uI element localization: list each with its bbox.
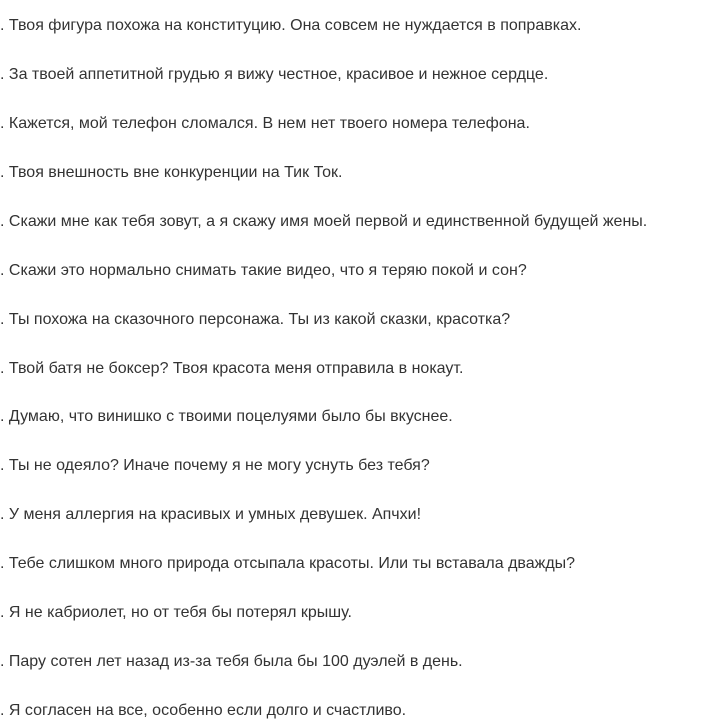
list-item — [0, 161, 342, 185]
list-item-text: Думаю, что винишко с твоими поцелуями было бы вкуснее. — [8, 408, 453, 425]
list-item-text: Твой батя не боксер? Твоя красота меня отправила в нокаут. — [8, 360, 464, 377]
list-marker: . — [0, 653, 5, 670]
list-marker: . — [0, 17, 5, 34]
list-marker: . — [0, 555, 5, 572]
list-item — [0, 650, 463, 674]
list-item — [0, 357, 463, 381]
list-item-text: Ты не одеяло? Иначе почему я не могу уснуть без тебя? — [8, 457, 430, 474]
list-item — [0, 259, 527, 283]
list-marker: . — [0, 360, 5, 377]
list-item — [0, 63, 548, 87]
list-marker: . — [0, 66, 5, 83]
list-item-text: Тебе слишком много природа отсыпала красоты. Или ты вставала дважды? — [8, 555, 576, 572]
list-item-text: За твоей аппетитной грудью я вижу честное, красивое и нежное сердце. — [8, 66, 549, 83]
list-item-text: Я не кабриолет, но от тебя бы потерял крышу. — [8, 604, 352, 621]
list-marker: . — [0, 311, 5, 328]
list-item-text: Твоя внешность вне конкуренции на Тик Ток. — [8, 164, 343, 181]
list-marker: . — [0, 702, 5, 719]
list-item — [0, 308, 510, 332]
list-item-text: Твоя фигура похожа на конституцию. Она совсем не нуждается в поправках. — [8, 17, 582, 34]
list-item-text: У меня аллергия на красивых и умных девушек. Апчхи! — [8, 506, 422, 523]
list-item — [0, 601, 352, 625]
list-item — [0, 454, 430, 478]
list-item-text: Кажется, мой телефон сломался. В нем нет твоего номера телефона. — [8, 115, 530, 132]
list-marker: . — [0, 213, 5, 230]
list-marker: . — [0, 115, 5, 132]
list-marker: . — [0, 506, 5, 523]
list-item-text: Я согласен на все, особенно если долго и счастливо. — [8, 702, 407, 719]
list-marker: . — [0, 408, 5, 425]
list-marker: . — [0, 604, 5, 621]
list-item — [0, 405, 453, 429]
list-item-text: Пару сотен лет назад из-за тебя была бы 100 дуэлей в день. — [8, 653, 463, 670]
list-item — [0, 210, 647, 234]
list-item — [0, 552, 575, 576]
list-item — [0, 503, 421, 527]
list-marker: . — [0, 164, 5, 181]
list-item — [0, 112, 530, 136]
list-item — [0, 14, 581, 38]
list-item-text: Скажи это нормально снимать такие видео, что я теряю покой и сон? — [8, 262, 527, 279]
list-item-text: Скажи мне как тебя зовут, а я скажу имя моей первой и единственной будущей жены. — [8, 213, 648, 230]
list-marker: . — [0, 457, 5, 474]
list-item-text: Ты похожа на сказочного персонажа. Ты из какой сказки, красотка? — [8, 311, 511, 328]
list-marker: . — [0, 262, 5, 279]
list-item — [0, 699, 406, 723]
